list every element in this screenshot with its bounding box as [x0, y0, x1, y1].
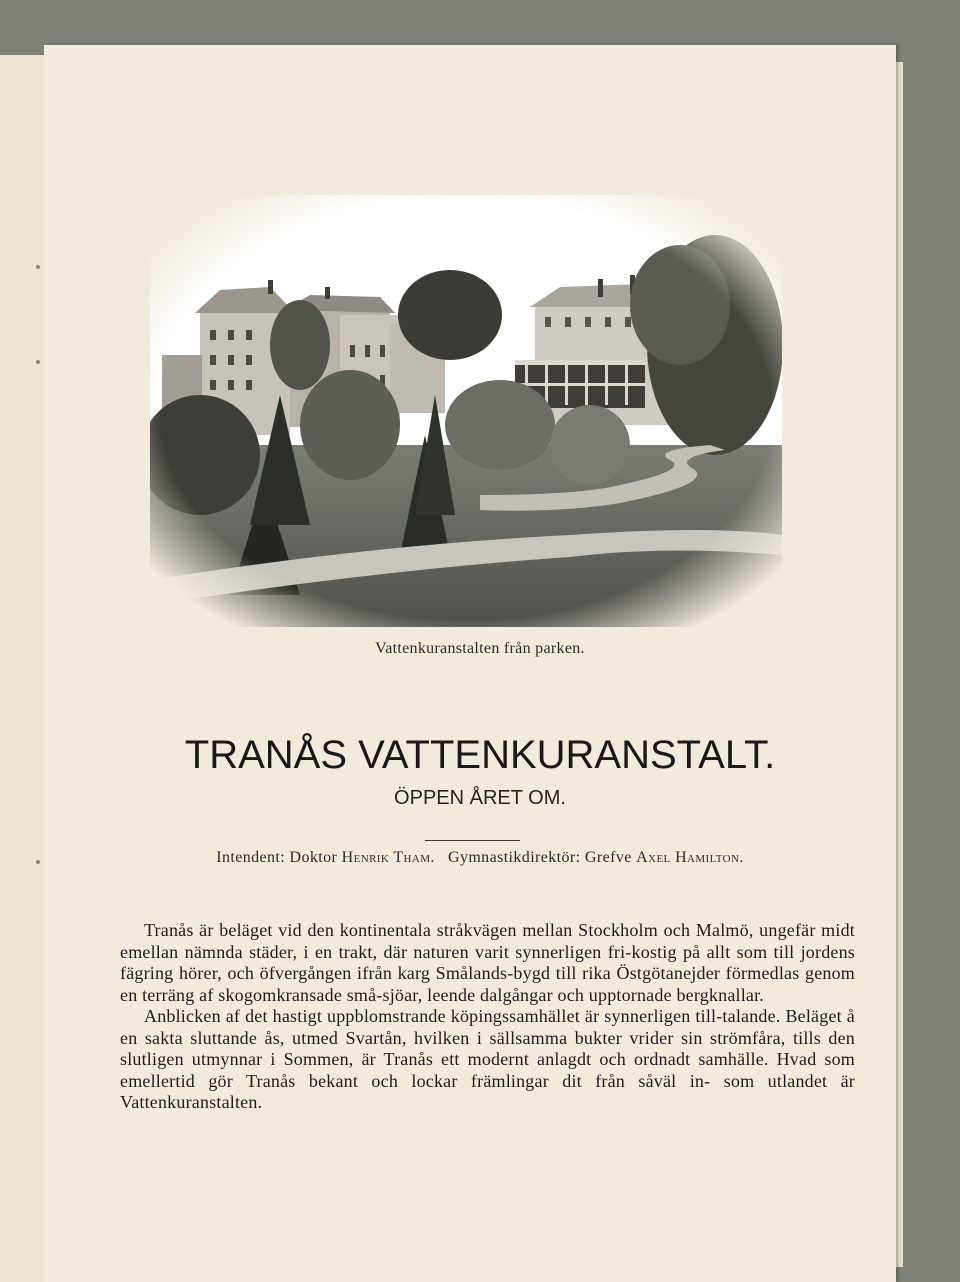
binding-thread — [36, 860, 40, 864]
director-name: Axel Hamilton. — [636, 849, 744, 866]
intendent-label: Intendent: — [216, 849, 286, 866]
page-title: TRANÅS VATTENKURANSTALT. — [184, 733, 776, 777]
vignette — [150, 195, 782, 627]
subtitle: ÖPPEN ÅRET OM. — [394, 787, 566, 809]
paragraph: Tranås är beläget vid den kontinentala stråkvägen mellan Stockholm och Malmö, ungefär midt emellan nämnda städer, i en trakt, där naturen varit synnerligen fri-kostig på allt som till jordens fägring hörer, och öfvergången ifrån karg Smålands-bygd till rika Östgötanejder förmedlas genom en terräng af skogomkransade små-sjöar, leende dalgångar och upptornade bergknallar. — [120, 920, 855, 1005]
divider-rule — [425, 840, 520, 841]
photo-caption: Vattenkuranstalten från parken. — [375, 640, 585, 657]
body-text — [120, 920, 855, 1114]
park-photo — [150, 195, 782, 627]
director-title: Grefve — [584, 849, 632, 866]
director-label: Gymnastikdirektör: — [447, 849, 581, 866]
intendent-name: Henrik Tham. — [341, 849, 435, 866]
binding-thread — [36, 265, 40, 269]
binding-thread — [36, 360, 40, 364]
paragraph: Anblicken af det hastigt uppblomstrande köpingssamhället är synnerligen till-talande. Beläget å en sakta sluttande ås, utmed Svartån, hvilken i sällsamma bukter vrider sin strömfåra, tills den slutligen utmynnar i Sommen, är Tranås ett modernt anlagdt och ordnadt samhälle. Hvad som emellertid gör Tranås bekant och lockar främlingar dit från såväl in- som utlandet är Vattenkuranstalten. — [120, 1006, 855, 1112]
staff-line — [100, 849, 860, 867]
intendent-title: Doktor — [289, 849, 338, 866]
left-page-edge — [0, 55, 46, 1282]
